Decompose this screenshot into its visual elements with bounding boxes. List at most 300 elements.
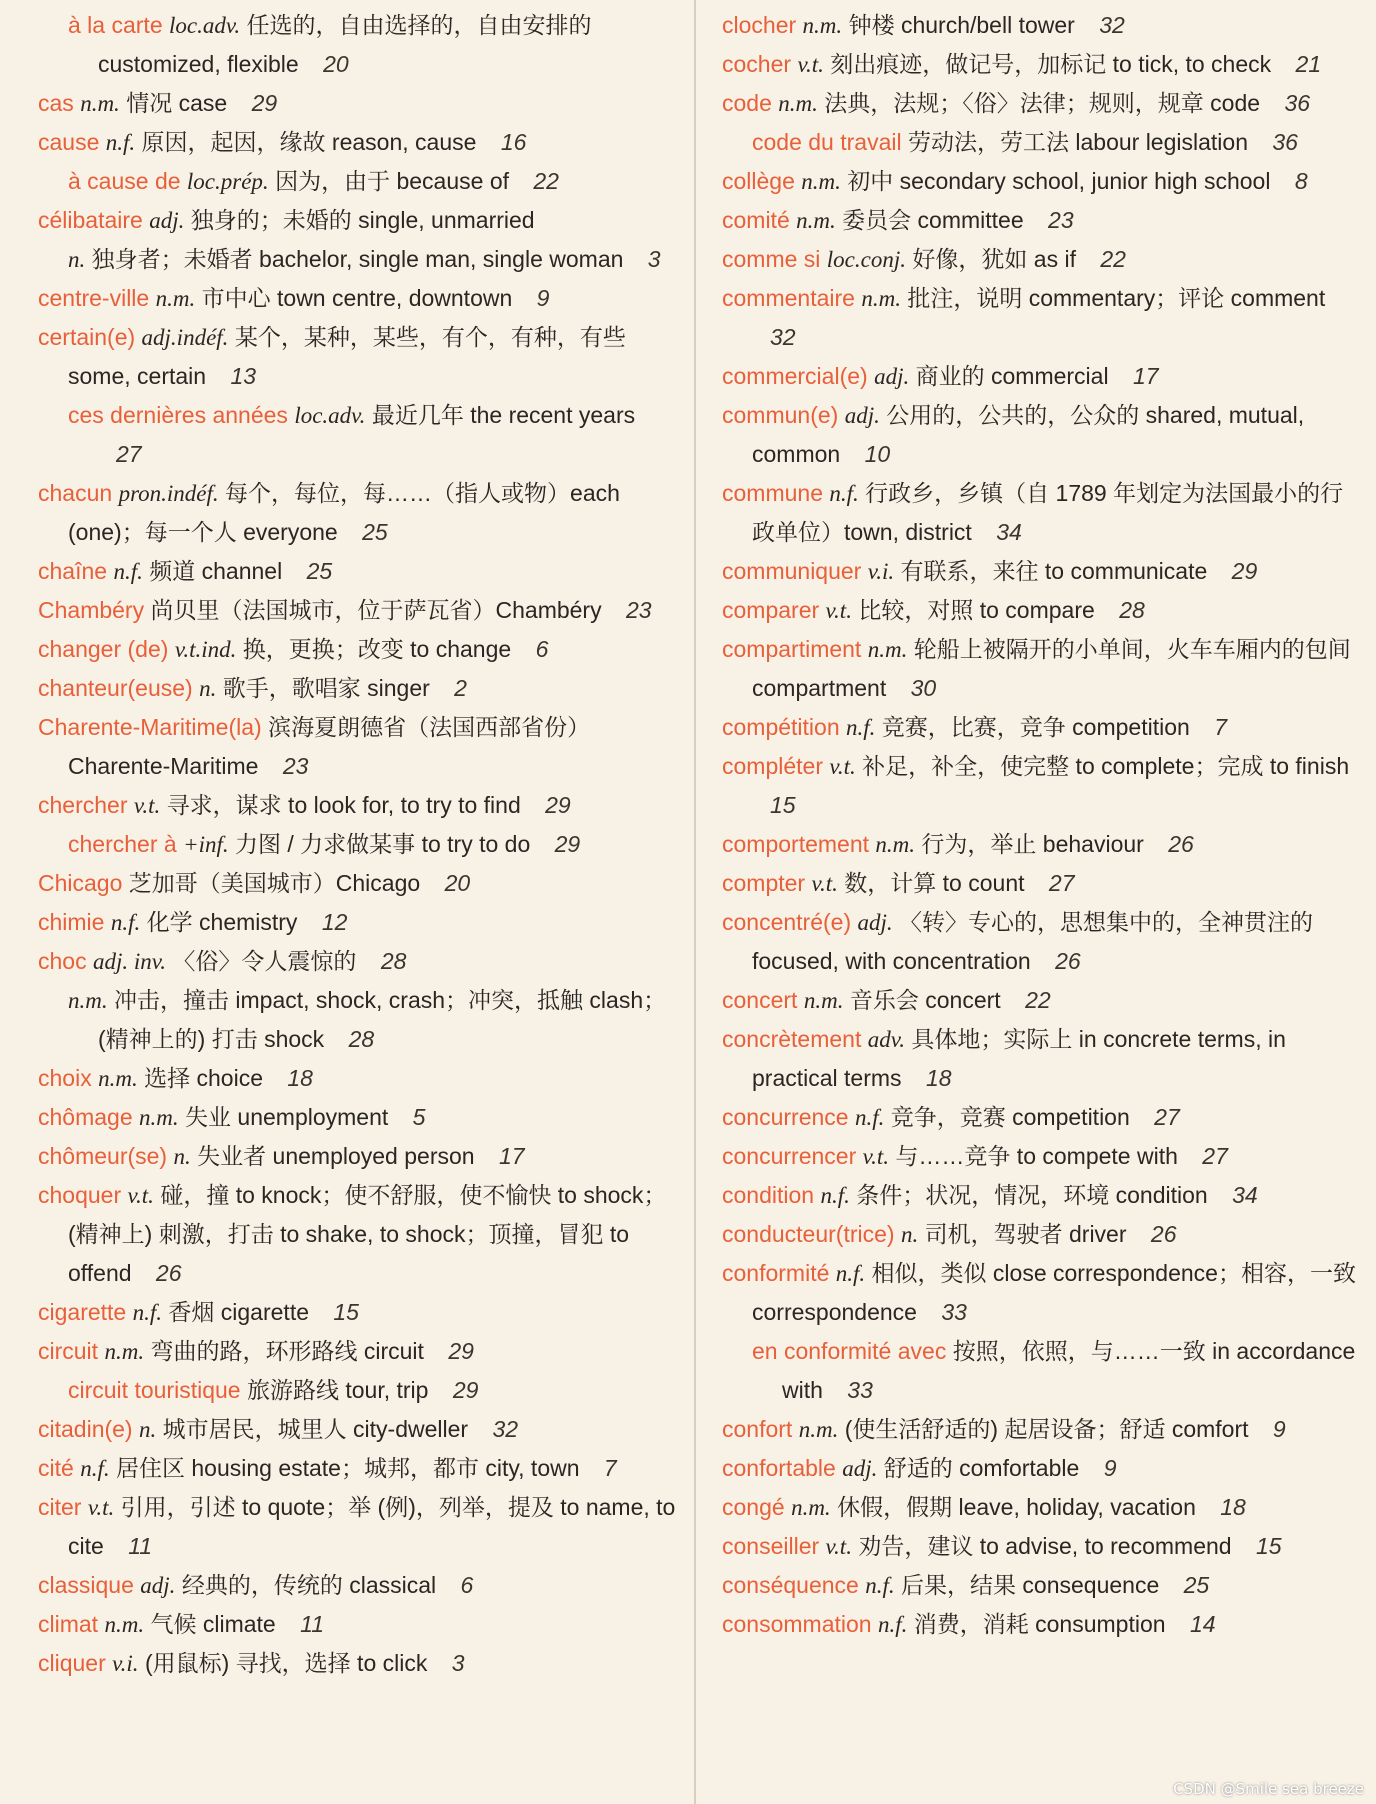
dictionary-entry	[722, 84, 1366, 123]
headword: chimie	[38, 909, 105, 935]
page-number: 26	[1055, 948, 1081, 974]
dictionary-entry	[38, 474, 680, 552]
dictionary-entry	[38, 1449, 680, 1488]
part-of-speech: n.m.	[796, 208, 836, 233]
part-of-speech: n.m.	[104, 1339, 145, 1364]
dictionary-entry	[722, 162, 1366, 201]
dictionary-entry	[38, 630, 680, 669]
definition: 歌手，歌唱家 singer	[222, 675, 430, 701]
headword: climat	[38, 1611, 99, 1637]
dictionary-entry	[38, 708, 680, 786]
page-number: 32	[770, 324, 796, 350]
page-number: 29	[1231, 558, 1258, 584]
part-of-speech: v.t.	[825, 598, 852, 623]
dictionary-entry	[38, 1098, 680, 1137]
dictionary-entry	[38, 1332, 680, 1371]
dictionary-entry	[722, 630, 1366, 708]
part-of-speech: n.f.	[877, 1612, 908, 1637]
dictionary-entry	[38, 279, 680, 318]
part-of-speech: v.t.	[825, 1534, 852, 1559]
page-number: 29	[452, 1377, 479, 1403]
dictionary-entry	[722, 747, 1366, 825]
definition: 数，计算 to count	[844, 870, 1025, 896]
headword: clocher	[722, 12, 797, 38]
dictionary-entry	[722, 981, 1366, 1020]
page-number: 13	[230, 363, 257, 389]
page-number: 33	[941, 1299, 967, 1325]
dictionary-entry	[722, 591, 1366, 630]
dictionary-entry	[722, 1098, 1366, 1137]
dictionary-entry	[38, 1059, 680, 1098]
headword: chanteur(euse)	[38, 675, 193, 701]
headword: code	[722, 90, 772, 116]
part-of-speech: n.f.	[846, 715, 876, 740]
dictionary-entry	[38, 864, 680, 903]
dictionary-entry	[722, 1527, 1366, 1566]
definition: 委员会 committee	[842, 207, 1024, 233]
page-number: 7	[603, 1455, 617, 1481]
dictionary-entry	[722, 279, 1366, 357]
headword: compétition	[722, 714, 840, 740]
headword: compartiment	[722, 636, 862, 662]
headword: commune	[722, 480, 823, 506]
page-number: 8	[1294, 168, 1308, 194]
definition: 芝加哥（美国城市）Chicago	[128, 870, 421, 896]
page-number: 11	[300, 1611, 324, 1637]
page-number: 22	[1100, 246, 1126, 272]
definition: 按照，依照，与……一致 in accordance with	[782, 1338, 1356, 1403]
definition: 经典的，传统的 classical	[181, 1572, 437, 1598]
dictionary-entry	[38, 1410, 680, 1449]
part-of-speech: adj.	[842, 1456, 878, 1481]
page-number: 14	[1189, 1611, 1216, 1637]
headword: confort	[722, 1416, 793, 1442]
headword: chômage	[38, 1104, 133, 1130]
dictionary-entry	[722, 708, 1366, 747]
dictionary-entry	[38, 1605, 680, 1644]
part-of-speech: loc.prép.	[186, 169, 269, 194]
dictionary-entry	[722, 201, 1366, 240]
definition: 频道 channel	[149, 558, 283, 584]
definition: 音乐会 concert	[849, 987, 1001, 1013]
definition: 化学 chemistry	[146, 909, 298, 935]
headword: célibataire	[38, 207, 143, 233]
page-number: 30	[910, 675, 937, 701]
definition: 滨海夏朗德省（法国西部省份）Charente-Maritime	[68, 714, 591, 779]
page-number: 15	[333, 1299, 359, 1325]
dictionary-entry	[38, 825, 680, 864]
part-of-speech: n.f.	[113, 559, 143, 584]
headword: ces dernières années	[68, 402, 288, 428]
headword: à cause de	[68, 168, 181, 194]
definition: 〈俗〉令人震惊的	[172, 948, 357, 974]
part-of-speech: n.f.	[820, 1183, 850, 1208]
definition: 选择 choice	[144, 1065, 263, 1091]
definition: 竞争，竞赛 competition	[890, 1104, 1130, 1130]
definition: 轮船上被隔开的小单间，火车车厢内的包间 compartment	[752, 636, 1351, 701]
definition: 后果，结果 consequence	[901, 1572, 1160, 1598]
part-of-speech: n.f.	[110, 910, 141, 935]
dictionary-entry	[38, 669, 680, 708]
headword: choquer	[38, 1182, 122, 1208]
page-number: 18	[287, 1065, 313, 1091]
headword: Chambéry	[38, 597, 145, 623]
headword: chacun	[38, 480, 113, 506]
dictionary-entry	[722, 396, 1366, 474]
definition: 失业 unemployment	[185, 1104, 389, 1130]
page-number: 3	[647, 246, 661, 272]
headword: communiquer	[722, 558, 862, 584]
page-number: 29	[251, 90, 278, 116]
headword: circuit	[38, 1338, 99, 1364]
part-of-speech: pron.indéf.	[118, 481, 219, 506]
part-of-speech: v.i.	[867, 559, 895, 584]
definition: 公用的，公共的，公众的 shared, mutual, common	[752, 402, 1305, 467]
page-number: 6	[535, 636, 549, 662]
page-number: 2	[454, 675, 467, 701]
headword: congé	[722, 1494, 785, 1520]
part-of-speech: n.m.	[875, 832, 916, 857]
definition: 旅游路线 tour, trip	[246, 1377, 429, 1403]
headword: compter	[722, 870, 806, 896]
part-of-speech: n.m.	[867, 637, 908, 662]
dictionary-entry	[722, 474, 1366, 552]
page-number: 28	[1119, 597, 1145, 623]
dictionary-entry	[722, 552, 1366, 591]
definition: 失业者 unemployed person	[197, 1143, 475, 1169]
headword: choc	[38, 948, 87, 974]
headword: concrètement	[722, 1026, 862, 1052]
headword: Chicago	[38, 870, 123, 896]
part-of-speech: n.m.	[139, 1105, 179, 1130]
headword: centre-ville	[38, 285, 150, 311]
part-of-speech: n.m.	[802, 13, 843, 38]
part-of-speech: n.m.	[791, 1495, 831, 1520]
dictionary-entry	[722, 6, 1366, 45]
definition: 原因，起因，缘故 reason, cause	[141, 129, 477, 155]
definition: 碰，撞 to knock；使不舒服，使不愉快 to shock；(精神上) 刺激，打击 to shake, to shock；顶撞，冒犯 to offend	[68, 1182, 667, 1286]
definition: 竞赛，比赛，竞争 competition	[881, 714, 1190, 740]
dictionary-entry	[722, 1215, 1366, 1254]
page-number: 16	[500, 129, 527, 155]
headword: chômeur(se)	[38, 1143, 168, 1169]
definition: 好像，犹如 as if	[912, 246, 1076, 272]
dictionary-entry	[38, 552, 680, 591]
headword: concurrencer	[722, 1143, 857, 1169]
part-of-speech: n.m.	[80, 91, 120, 116]
part-of-speech: n.m.	[155, 286, 196, 311]
part-of-speech: v.t.	[127, 1183, 154, 1208]
definition: 城市居民，城里人 city-dweller	[162, 1416, 469, 1442]
part-of-speech: n.f.	[854, 1105, 885, 1130]
dictionary-entry	[38, 903, 680, 942]
definition: 补足，补全，使完整 to complete；完成 to finish	[862, 753, 1350, 779]
headword: condition	[722, 1182, 815, 1208]
page-number: 9	[536, 285, 550, 311]
headword: cliquer	[38, 1650, 106, 1676]
definition: 每个，每位，每……（指人或物）each (one)；每一个人 everyone	[68, 480, 620, 545]
page-number: 26	[155, 1260, 182, 1286]
definition: 任选的，自由选择的，自由安排的 customized, flexible	[98, 12, 592, 77]
definition: 寻求，谋求 to look for, to try to find	[166, 792, 521, 818]
definition: 有联系，来往 to communicate	[900, 558, 1208, 584]
definition: 独身的；未婚的 single, unmarried	[190, 207, 535, 233]
dictionary-entry	[38, 1488, 680, 1566]
definition: 商业的 commercial	[915, 363, 1109, 389]
page-number: 11	[128, 1533, 153, 1559]
part-of-speech: adj.	[140, 1573, 176, 1598]
part-of-speech: v.t.	[87, 1495, 115, 1520]
definition: 与……竞争 to compete with	[895, 1143, 1178, 1169]
headword: cas	[38, 90, 74, 116]
headword: concurrence	[722, 1104, 849, 1130]
part-of-speech: n.m.	[68, 988, 108, 1013]
page-number: 32	[1099, 12, 1125, 38]
dictionary-entry	[722, 1449, 1366, 1488]
definition: 最近几年 the recent years	[371, 402, 636, 428]
definition: 劳动法，劳工法 labour legislation	[907, 129, 1248, 155]
dictionary-entry	[722, 903, 1366, 981]
part-of-speech: v.t.	[862, 1144, 890, 1169]
dictionary-entry	[38, 201, 680, 240]
page-number: 12	[321, 909, 348, 935]
headword: comme si	[722, 246, 821, 272]
definition: 行为，举止 behaviour	[921, 831, 1144, 857]
part-of-speech: v.t.	[829, 754, 856, 779]
part-of-speech: v.t.	[797, 52, 824, 77]
part-of-speech: n.f.	[80, 1456, 110, 1481]
definition: 尚贝里（法国城市，位于萨瓦省）Chambéry	[150, 597, 602, 623]
definition: 因为，由于 because of	[275, 168, 509, 194]
dictionary-entry	[38, 942, 680, 981]
headword: consommation	[722, 1611, 872, 1637]
headword: collège	[722, 168, 795, 194]
part-of-speech: n.	[173, 1144, 191, 1169]
dictionary-entry	[722, 1254, 1366, 1332]
definition: 相似，类似 close correspondence；相容，一致 correspondence	[752, 1260, 1356, 1325]
dictionary-entry	[722, 1176, 1366, 1215]
part-of-speech: n.m.	[803, 988, 844, 1013]
definition: 情况 case	[126, 90, 228, 116]
page-number: 21	[1295, 51, 1322, 77]
part-of-speech: n.m.	[861, 286, 901, 311]
dictionary-entry	[38, 1371, 680, 1410]
definition: 香烟 cigarette	[168, 1299, 309, 1325]
definition: 引用，引述 to quote；举 (例)，列举，提及 to name, to cite	[68, 1494, 676, 1559]
part-of-speech: n.	[199, 676, 217, 701]
part-of-speech: v.t.	[811, 871, 838, 896]
headword: comité	[722, 207, 790, 233]
page-number: 27	[1048, 870, 1075, 896]
headword: conseiller	[722, 1533, 820, 1559]
headword: classique	[38, 1572, 134, 1598]
part-of-speech: adj.	[857, 910, 893, 935]
dictionary-entry	[722, 1137, 1366, 1176]
part-of-speech: adj. inv.	[92, 949, 167, 974]
headword: cocher	[722, 51, 792, 77]
part-of-speech: adj.	[874, 364, 910, 389]
page-number: 27	[1154, 1104, 1180, 1130]
definition: 休假，假期 leave, holiday, vacation	[837, 1494, 1196, 1520]
part-of-speech: loc.conj.	[826, 247, 906, 272]
headword: à la carte	[68, 12, 163, 38]
page-number: 29	[545, 792, 571, 818]
definition: 行政乡，乡镇（自 1789 年划定为法国最小的行政单位）town, district	[752, 480, 1344, 545]
headword: compléter	[722, 753, 823, 779]
headword: choix	[38, 1065, 92, 1091]
part-of-speech: v.t.	[133, 793, 161, 818]
page-number: 3	[451, 1650, 465, 1676]
headword: conséquence	[722, 1572, 859, 1598]
page-number: 6	[460, 1572, 474, 1598]
part-of-speech: adj.	[844, 403, 880, 428]
part-of-speech: adj.	[149, 208, 185, 233]
dictionary-entry	[38, 240, 680, 279]
page-number: 17	[498, 1143, 525, 1169]
definition: 消费，消耗 consumption	[913, 1611, 1166, 1637]
headword: commercial(e)	[722, 363, 868, 389]
headword: circuit touristique	[68, 1377, 241, 1403]
page-number: 33	[847, 1377, 873, 1403]
page-number: 25	[362, 519, 388, 545]
dictionary-entry	[722, 45, 1366, 84]
part-of-speech: n.m.	[104, 1612, 145, 1637]
dictionary-entry	[38, 786, 680, 825]
page-number: 34	[996, 519, 1022, 545]
page-number: 22	[533, 168, 559, 194]
dictionary-entry	[38, 6, 680, 84]
definition: 刻出痕迹，做记号，加标记 to tick, to check	[830, 51, 1272, 77]
page-number: 27	[116, 441, 142, 467]
page-number: 27	[1202, 1143, 1228, 1169]
headword: conducteur(trice)	[722, 1221, 895, 1247]
page-number: 26	[1150, 1221, 1177, 1247]
page-number: 29	[448, 1338, 474, 1364]
headword: concert	[722, 987, 798, 1013]
dictionary-entry	[38, 84, 680, 123]
part-of-speech: n.f.	[105, 130, 136, 155]
page-number: 9	[1103, 1455, 1117, 1481]
dictionary-entry	[38, 162, 680, 201]
definition: 法典，法规；〈俗〉法律；规则，规章 code	[824, 90, 1261, 116]
definition: (使生活舒适的) 起居设备；舒适 comfort	[844, 1416, 1249, 1442]
dictionary-entry	[722, 123, 1366, 162]
dictionary-entry	[722, 825, 1366, 864]
dictionary-entry	[38, 123, 680, 162]
headword: code du travail	[752, 129, 902, 155]
definition: 气候 climate	[150, 1611, 276, 1637]
definition: 独身者；未婚者 bachelor, single man, single woman	[91, 246, 624, 272]
headword: comparer	[722, 597, 820, 623]
page-number: 23	[626, 597, 652, 623]
page-number: 18	[1220, 1494, 1246, 1520]
headword: chercher	[38, 792, 128, 818]
dictionary-entry	[38, 1137, 680, 1176]
part-of-speech: v.i.	[112, 1651, 139, 1676]
page-number: 20	[444, 870, 471, 896]
definition: 弯曲的路，环形路线 circuit	[150, 1338, 424, 1364]
headword: confortable	[722, 1455, 836, 1481]
part-of-speech: n.f.	[865, 1573, 895, 1598]
page-number: 23	[1048, 207, 1074, 233]
part-of-speech: loc.adv.	[169, 13, 241, 38]
dictionary-entry	[38, 318, 680, 396]
definition: 市中心 town centre, downtown	[201, 285, 513, 311]
part-of-speech: adv.	[867, 1027, 906, 1052]
headword: chaîne	[38, 558, 108, 584]
page-number: 9	[1272, 1416, 1286, 1442]
dictionary-entry	[38, 1176, 680, 1293]
definition: 钟楼 church/bell tower	[848, 12, 1075, 38]
headword: commentaire	[722, 285, 855, 311]
dictionary-entry	[722, 357, 1366, 396]
part-of-speech: loc.adv.	[294, 403, 366, 428]
page-number: 36	[1284, 90, 1311, 116]
part-of-speech: n.m.	[801, 169, 841, 194]
definition: 初中 secondary school, junior high school	[847, 168, 1271, 194]
definition: 换，更换；改变 to change	[242, 636, 512, 662]
page-number: 22	[1025, 987, 1051, 1013]
part-of-speech: n.	[900, 1222, 919, 1247]
page-number: 32	[492, 1416, 519, 1442]
headword: certain(e)	[38, 324, 136, 350]
definition: 司机，驾驶者 driver	[924, 1221, 1127, 1247]
part-of-speech: n.f.	[835, 1261, 866, 1286]
dictionary-entry	[722, 1488, 1366, 1527]
headword: chercher à	[68, 831, 177, 857]
headword: cause	[38, 129, 100, 155]
dictionary-entry	[38, 1293, 680, 1332]
dictionary-entry	[38, 981, 680, 1059]
page-number: 29	[554, 831, 581, 857]
page-number: 25	[306, 558, 333, 584]
page-number: 5	[412, 1104, 426, 1130]
definition: 力图 / 力求做某事 to try to do	[235, 831, 531, 857]
definition: 舒适的 comfortable	[883, 1455, 1080, 1481]
headword: comportement	[722, 831, 870, 857]
headword: changer (de)	[38, 636, 169, 662]
part-of-speech: +inf.	[183, 832, 229, 857]
dictionary-entry	[38, 1644, 680, 1683]
headword: cité	[38, 1455, 74, 1481]
page-number: 23	[282, 753, 309, 779]
headword: conformité	[722, 1260, 830, 1286]
definition: 〈转〉专心的，思想集中的，全神贯注的 focused, with concentration	[752, 909, 1314, 974]
part-of-speech: v.t.ind.	[174, 637, 237, 662]
dictionary-entry	[722, 240, 1366, 279]
part-of-speech: n.	[139, 1417, 157, 1442]
headword: Charente-Maritime(la)	[38, 714, 262, 740]
headword: en conformité avec	[752, 1338, 947, 1364]
page-number: 17	[1132, 363, 1159, 389]
headword: citadin(e)	[38, 1416, 133, 1442]
headword: concentré(e)	[722, 909, 852, 935]
definition: 某个，某种，某些，有个，有种，有些 some, certain	[68, 324, 626, 389]
right-column	[702, 0, 1376, 1804]
watermark: CSDN @Smile sea breeze	[1173, 1780, 1364, 1798]
page-number: 7	[1214, 714, 1227, 740]
dictionary-entry	[722, 1566, 1366, 1605]
page-number: 28	[380, 948, 407, 974]
dictionary-entry	[722, 864, 1366, 903]
page-number: 28	[348, 1026, 375, 1052]
dictionary-entry	[722, 1020, 1366, 1098]
page-number: 36	[1272, 129, 1298, 155]
dictionary-entry	[722, 1410, 1366, 1449]
dictionary-entry	[38, 1566, 680, 1605]
page-number: 15	[770, 792, 796, 818]
dictionary-entry	[38, 591, 680, 630]
